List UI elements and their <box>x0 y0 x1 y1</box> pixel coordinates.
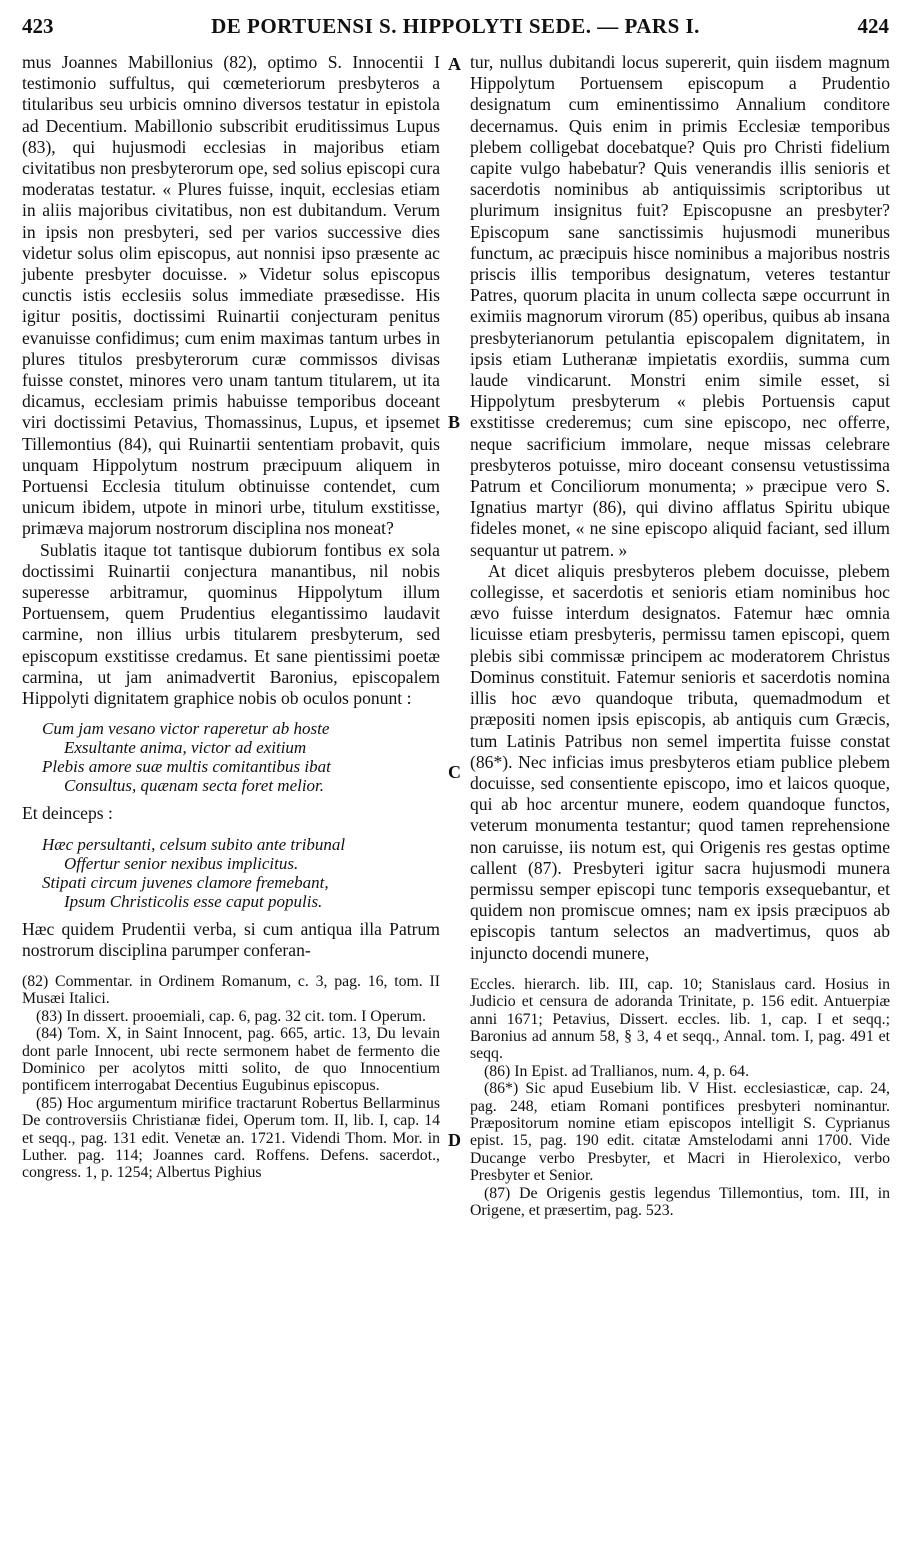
right-paragraph-1: tur, nullus dubitandi locus supererit, quin iisdem magnum Hippolytum Portuensem episcopum a Prudentio designatum cum eminentissimo Annalium conditore decernamus. Quis enim in primis Ecclesiæ temporibus plebem colligebat docebatque? Quis pro Christi fidelium capite vulgo habebatur? Quis venerandis illis senioris et sacerdotis nominibus ab antiquissimis scriptoribus ut plurimum insignitus fuit? Episcopusne an presbyter? Episcopum sane sanctissimis hujusmodi muneribus functum, ac præcipuis hisce nominibus a majoribus nostris priscis illis temporibus designatum, veteres testantur Patres, quorum placita in unum collecta sæpe occurrunt in eximiis magnorum virorum (85) operibus, quibus ab insana presbyterianorum petulantia episcopalem dignitatem, in ipsis etiam Lutheranæ impietatis exordiis, summa cum laude vindicarunt. Monstri enim simile esset, si Hippolytum presbyterum « plebis Portuensis caput exstitisse crederemus; cum sine episcopo, nec offerre, neque sacrificium immolare, neque missas celebrare presbyteros potuisse, miro doceant consensu vetustissima Patrum et Conciliorum monumenta; » præcipue vero S. Ignatius martyr (86), qui divino afflatus Spiritu ubique fideles monet, « ne sine episcopo aliquid faciant, sed illum sequantur ut patrem. » <box>470 52 890 560</box>
margin-marker-d: D <box>448 1130 461 1150</box>
verse-line: Ipsum Christicolis esse caput populis. <box>64 891 323 911</box>
left-paragraph-2: Sublatis itaque tot tantisque dubiorum fontibus ex sola doctissimi Ruinartii conjectura manantibus, nil nobis superesse arbitramur, quominus Hippolytum illum Portuensem, quem Prudentius elegantissimo laudavit carmine, non illius urbis titularem presbyterum, sed episcopum exstitisse credamus. Et sane pientissimi poetæ carmina, ut jam animadvertit Baronius, episcopalem Hippolyti dignitatem graphice nobis ob oculos ponunt : <box>22 539 440 709</box>
verse-line: Cum jam vesano victor raperetur ab hoste <box>42 719 330 739</box>
verse-block-1 <box>42 719 440 795</box>
footnote: (84) Tom. X, in Saint Innocent, pag. 665, artic. 13, Du levain dont parle Innocent, ubi recte sermonem habet de fermento die Dominico per acolytos mitti solito, de quo Innocentium pontificem interrogabat Decentius Eugubinus episcopus. <box>22 1025 440 1095</box>
verse-line: Exsultante anima, victor ad exitium <box>64 738 307 758</box>
footnote: (87) De Origenis gestis legendus Tillemontius, tom. III, in Origene, et præsertim, pag. 523. <box>470 1184 890 1220</box>
footnote: (83) In dissert. prooemiali, cap. 6, pag. 32 cit. tom. I Operum. <box>36 1007 427 1025</box>
margin-marker-a: A <box>448 54 461 74</box>
verse-block-2 <box>42 835 440 911</box>
verse-line: Offertur senior nexibus implicitus. <box>64 853 299 873</box>
right-paragraph-2: At dicet aliquis presbyteros plebem docuisse, plebem collegisse, et sacerdotis et senioris etiam nominibus hoc ævo fuisse interdum designatos. Fatemur hæc omnia licuisse etiam presbyteris, permissu tamen episcopi, quem plebis sibi commissæ principem ac moderatorem Christus Dominus constituit. Fatemur senioris et sacerdotis nomina illis hoc ævo quandoque tributa, quemadmodum et præpositi nomen ipsis episcopis, ab antiquis cum Græcis, tum Latinis Patribus non semel impertita fuisse constat (86*). Nec inficias imus presbyteros etiam publice plebem docuisse, sed consentiente episcopo, imo et laicos quoque, qui ab hoc arcentur munere, eodem quandoque functos, veterum monumenta testantur; quod tamen reprehensione non caruisse, iis notum est, qui Origenis res gestas optime callent (87). Presbyteri igitur sacra hujusmodi munera permissu semper episcopi tunc temporis exsequebantur, et quidem non promiscue omnes; nam ex ipsis præcipuos ab episcopis tantum selectos an madvertimus, quos ab injuncto docendi munere, <box>470 560 890 963</box>
right-column <box>470 52 890 1219</box>
verse-line: Consultus, quænam secta foret melior. <box>64 776 325 796</box>
footnote: (86*) Sic apud Eusebium lib. V Hist. ecclesiasticæ, cap. 24, pag. 248, etiam Romani pontifices presbyteri nominantur. Præpositorum nomine etiam episcopos intelligit S. Cyprianus epist. 15, pag. 190 edit. citatæ Amstelodami anni 1700. Vide Ducange verbo Presbyter, et Macri in Hierolexico, verbo Presbyter et Senior. <box>470 1080 890 1185</box>
left-column <box>22 52 440 1182</box>
left-paragraph-1: mus Joannes Mabillonius (82), optimo S. Innocentii I testimonio suffultus, qui cœmeteriorum presbyteros a titularibus seu urbicis omnino diversos testatur in epistola ad Decentium. Mabillonio subscribit eruditissimus Lupus (83), qui hujusmodi ecclesias in majoribus etiam civitatibus non presbyterorum ope, sed solius episcopi cura moderatas testatur. « Plures fuisse, inquit, ecclesias etiam in aliis majoribus civitatibus, non est dubitandum. Verum in ipsis non presbyteri, sed per varios successive dies videtur solus olim episcopus, aut nonnisi ipso præsente ac jubente presbyter docuisse. » Videtur solus episcopus cunctis istis ecclesiis solus immediate præsedisse. His igitur positis, doctissimi Ruinartii conjecturam penitus evanuisse confidimus; cum enim maximas tantum urbes in plures titulos presbyterorum curæ commissos divisas fuisse constet, minores vero unam tantum titularem, ut ita dicamus, ecclesiam primis habuisse temporibus doceant viri doctissimi Petavius, Thomassinus, Lupus, et ipsemet Tillemontius (84), qui Ruinartii sententiam probavit, quis unquam Hippolytum nostrum præcipuum aliquem in Portuensi Ecclesia titulum obtinuisse contendet, cum unicum ibidem, utpote in minori urbe, titulum exstitisse, primæva majorum nostrorum disciplina nos moneat? <box>22 52 440 539</box>
page-number-right: 424 <box>857 14 889 38</box>
margin-marker-b: B <box>448 412 461 432</box>
verse-line: Stipati circum juvenes clamore fremebant, <box>42 872 329 892</box>
verse-line: Plebis amore suæ multis comitantibus ibat <box>42 757 331 777</box>
margin-marker-c: C <box>448 762 461 782</box>
left-paragraph-3: Et deinceps : <box>22 803 113 824</box>
running-header <box>22 14 889 48</box>
left-paragraph-4: Hæc quidem Prudentii verba, si cum antiqua illa Patrum nostrorum disciplina parumper conferan- <box>22 918 440 960</box>
page-number-left: 423 <box>22 14 54 38</box>
footnote: (85) Hoc argumentum mirifice tractarunt Robertus Bellarminus De controversiis Christianæ fidei, Operum tom. II, lib. I, cap. 14 et seqq., pag. 131 edit. Venetæ an. 1721. Videndi Thom. Mor. in Luther. pag. 114; Joannes card. Roffens. Defens. sacerdot., congress. 1, p. 1254; Albertus Pighius <box>22 1094 440 1182</box>
footnote: Eccles. hierarch. lib. III, cap. 10; Stanislaus card. Hosius in Judicio et censura de adoranda Trinitate, p. 156 edit. Antuerpiæ anni 1671; Petavius, Dissert. eccles. lib. 1, cap. I et seqq.; Baronius ad annum 58, § 3, 4 et seqq., Annal. tom. I, pag. 491 et seqq. <box>470 975 890 1063</box>
right-footnotes <box>470 976 890 1220</box>
left-footnotes <box>22 973 440 1182</box>
verse-line: Hæc persultanti, celsum subito ante tribunal <box>42 834 346 854</box>
running-title: DE PORTUENSI S. HIPPOLYTI SEDE. — PARS I. <box>211 14 700 38</box>
footnote: (86) In Epist. ad Trallianos, num. 4, p. 64. <box>484 1062 750 1080</box>
footnote: (82) Commentar. in Ordinem Romanum, c. 3, pag. 16, tom. II Musæi Italici. <box>22 972 440 1008</box>
